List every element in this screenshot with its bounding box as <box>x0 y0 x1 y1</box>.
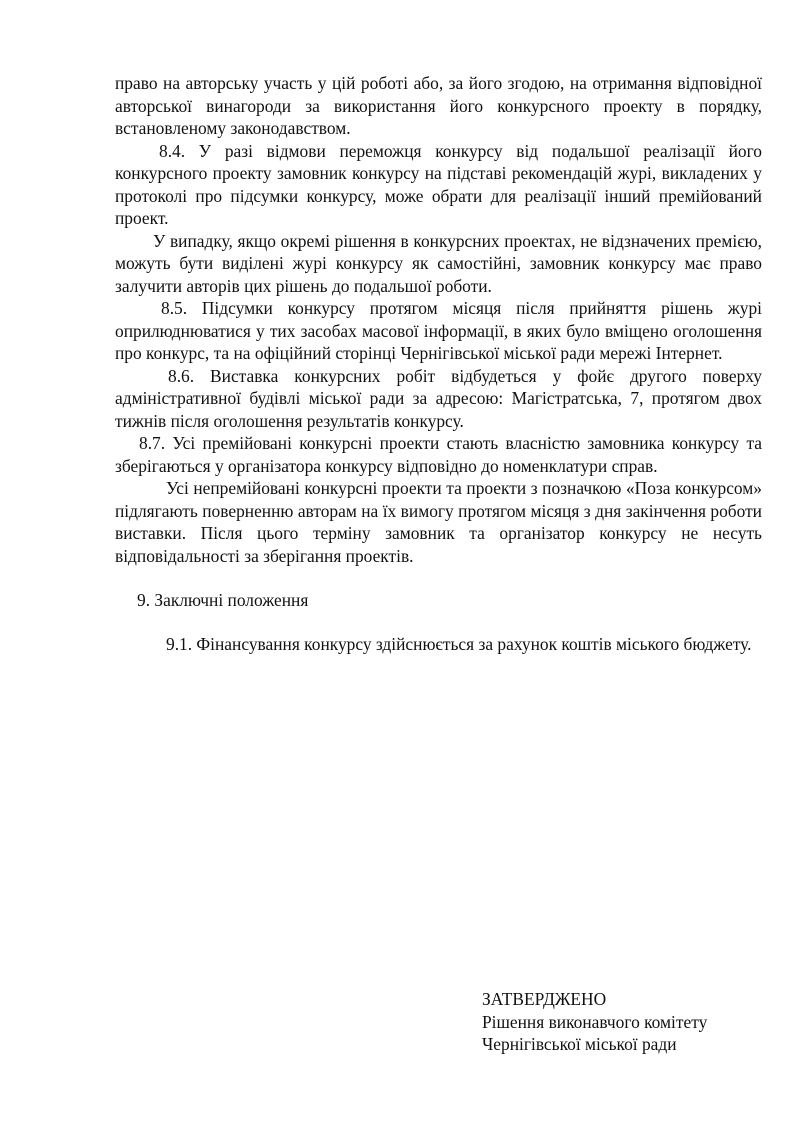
paragraph-8-4: 8.4. У разі відмови переможця конкурсу від подальшої реалізації його конкурсного проекту замовник конкурсу на підставі рекомендацій журі, викладених у протоколі про підсумки конкурсу, може обрати для реалізації інший премійований проект. <box>115 140 762 228</box>
approval-title: ЗАТВЕРДЖЕНО <box>482 989 607 1009</box>
paragraph-8-5: 8.5. Підсумки конкурсу протягом місяця після прийняття рішень журі оприлюднюватися у тих засобах масової інформації, в яких було вміщено оголошення про конкурс, та на офіційний сторінці Чернігівської міської ради мережі Інтернет. <box>115 298 762 363</box>
paragraph-9-1: 9.1. Фінансування конкурсу здійснюється за рахунок коштів міського бюджету. <box>166 633 752 654</box>
section-heading-final-provisions: 9. Заключні положення <box>137 590 309 610</box>
paragraph-8-6: 8.6. Виставка конкурсних робіт відбудеться у фойє другого поверху адміністративної будівлі міської ради за адресою: Магістратська, 7, протягом двох тижнів після оголошення результатів конкурсу. <box>115 365 762 431</box>
paragraph-8-7: 8.7. Усі премійовані конкурсні проекти стають власністю замовника конкурсу та зберігаються у організатора конкурсу відповідно до номенклатури справ. <box>115 433 762 476</box>
approval-line-decision: Рішення виконавчого комітету <box>482 1011 708 1032</box>
document-body <box>115 72 762 655</box>
paragraph-non-awarded-projects: Усі непремійовані конкурсні проекти та проекти з позначкою «Поза конкурсом» підлягають поверненню авторам на їх вимогу протягом місяця з дня закінчення роботи виставки. Після цього терміну замовник та організатор конкурсу не несуть відповідальності за зберігання проектів. <box>115 478 762 566</box>
paragraph-separate-solutions: У випадку, якщо окремі рішення в конкурсних проектах, не відзначених премією, можуть бути виділені журі конкурсу як самостійні, замовник конкурсу має право залучити авторів цих рішень до подальшої роботи. <box>115 230 762 296</box>
approval-line-council: Чернігівської міської ради <box>482 1034 677 1054</box>
paragraph-author-rights: право на авторську участь у цій роботі або, за його згодою, на отримання відповідної авторської винагороди за використання його конкурсного проекту в порядку, встановленому законодавством. <box>115 73 762 138</box>
approval-block <box>482 988 782 1056</box>
